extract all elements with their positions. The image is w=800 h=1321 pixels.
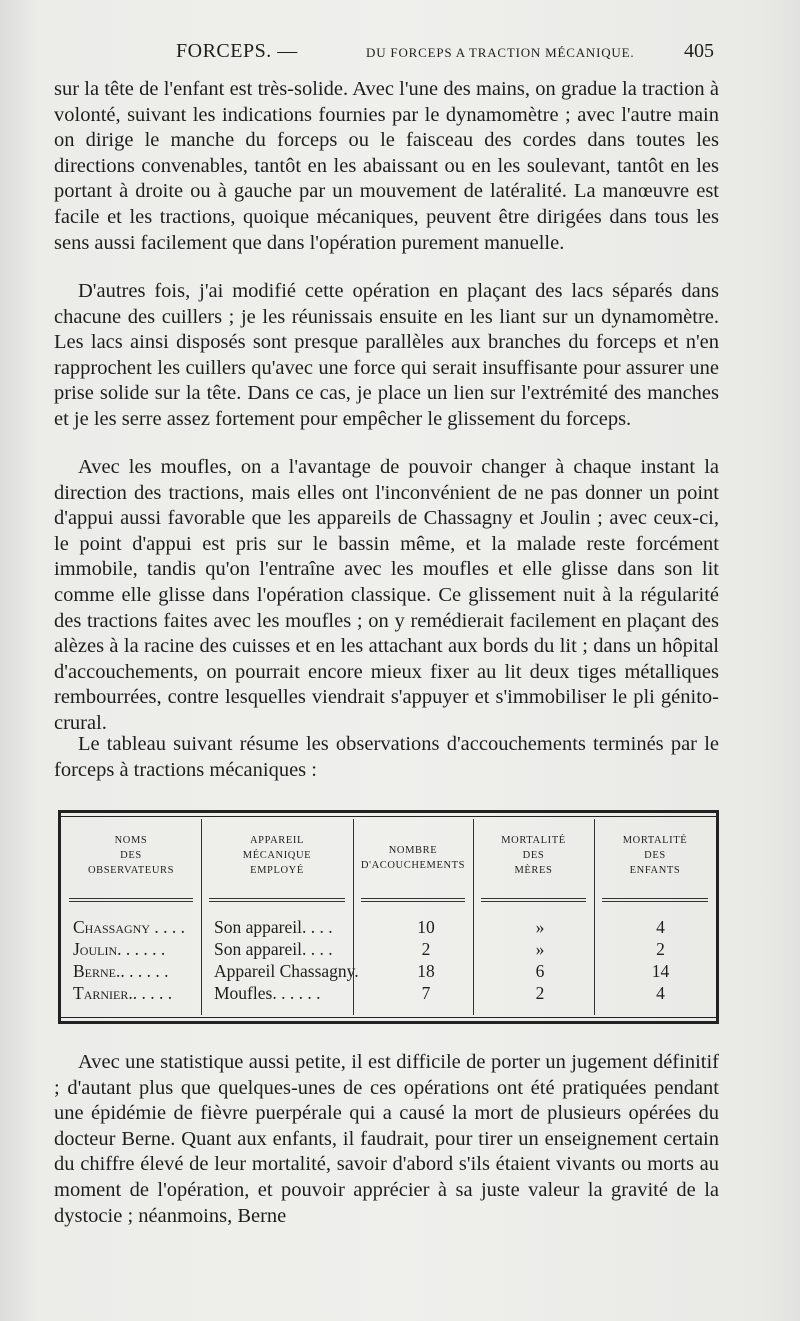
header-nombre — [353, 843, 473, 873]
cell-nombre: 10 — [417, 917, 435, 937]
paragraph-3: Avec les moufles, on a l'avantage de pouvoir changer à chaque instant la direction des tractions, mais elles ont l'inconvénient de ne pas donner un point d'appui aussi favorable que les appareils de Chassagny et Joulin ; avec ceux-ci, le point d'appui est pris sur le bassin même, et la malade reste forcément immobile, tandis qu'on l'entraîne avec les moufles et elle glisse dans son lit comme elle glisse dans l'opération classique. Ce glissement nuit à la régularité des tractions faites avec les moufles ; on y remédierait facilement en plaçant des alèzes à la racine des cuisses et en les attachant aux bords du lit ; dans un hôpital d'accouchements, on pourrait encore mieux fixer au lit deux tiges métalliques rembourrées, contre lesquelles viendrait s'appuyer et s'immobiliser le pli génito-crural. — [54, 456, 719, 734]
page-number: 405 — [684, 40, 714, 62]
header-mortalite-meres — [473, 833, 594, 878]
header-line: D'ACOUCHEMENTS — [360, 860, 466, 871]
cell-nombre: 18 — [417, 961, 435, 981]
header-rule — [361, 898, 465, 902]
table-inner-top-rule — [61, 816, 716, 817]
header-observateurs — [61, 833, 201, 878]
observations-table — [58, 810, 719, 1024]
table-row — [61, 939, 716, 961]
header-line: MÉCANIQUE — [242, 850, 312, 861]
header-line: DES — [644, 850, 666, 861]
cell-enfants: 14 — [651, 961, 670, 981]
cell-enfants: 2 — [656, 939, 665, 959]
table-inner-bottom-rule — [61, 1017, 716, 1018]
header-mortalite-enfants — [594, 833, 716, 878]
header-line: DES — [522, 850, 545, 861]
cell-appareil: Son appareil. . . . — [214, 917, 333, 937]
header-rule — [69, 898, 193, 902]
header-subtitle: DU FORCEPS A TRACTION MÉCANIQUE. — [366, 45, 635, 60]
header-rule — [209, 898, 345, 902]
header-line: DES — [120, 850, 142, 861]
table-row — [61, 983, 716, 1005]
cell-observateur: Joulin. . . . . . — [73, 939, 166, 959]
cell-meres: » — [535, 917, 545, 937]
cell-meres: » — [535, 939, 545, 959]
header-rule — [602, 898, 708, 902]
header-line: OBSERVATEURS — [87, 865, 175, 876]
header-line: NOMBRE — [388, 845, 438, 856]
header-line: MORTALITÉ — [501, 835, 566, 846]
header-line: EMPLOYÉ — [250, 865, 304, 876]
header-rule — [481, 898, 586, 902]
header-line: MÈRES — [514, 865, 553, 876]
cell-meres: 2 — [535, 983, 545, 1003]
cell-enfants: 4 — [656, 983, 665, 1003]
cell-appareil: Appareil Chassagny. — [214, 961, 359, 981]
cell-enfants: 4 — [656, 917, 665, 937]
cell-nombre: 7 — [421, 983, 431, 1003]
paragraph-2: D'autres fois, j'ai modifié cette opération en plaçant des lacs séparés dans chacune des cuillers ; je les réunissais ensuite en les liant sur un dynamomètre. Les lacs ainsi disposés sont presque parallèles aux branches du forceps et n'en rapprochent les cuillers qu'avec une force qui serait insuffisante pour assurer une prise solide sur la tête. Dans ce cas, je place un lien sur l'extrémité des manches et je les serre assez fortement pour empêcher le glissement du forceps. — [54, 280, 719, 430]
cell-meres: 6 — [535, 961, 545, 981]
cell-observateur: Berne.. . . . . . — [73, 961, 169, 981]
header-line: NOMS — [114, 835, 148, 846]
cell-appareil: Moufles. . . . . . — [214, 983, 321, 1003]
table-row — [61, 961, 716, 983]
cell-observateur: Tarnier.. . . . . — [73, 983, 173, 1003]
paragraph-1: sur la tête de l'enfant est très-solide. Avec l'une des mains, on gradue la traction à volonté, suivant les indications fournies par le dynamomètre ; avec l'autre main on dirige le manche du forceps ou le faisceau des cordes dans toutes les directions convenables, tantôt en les abaissant ou en les soulevant, tantôt en les portant à droite ou à gauche par un mouvement de latéralité. La manœuvre est facile et les tractions, quoique mécaniques, peuvent être dirigées dans tous les sens aussi facilement que dans l'opération purement manuelle. — [54, 78, 719, 254]
header-appareil — [201, 833, 353, 878]
paragraph-4: Le tableau suivant résume les observations d'accouchements terminés par le forceps à tractions mécaniques : — [54, 733, 719, 781]
cell-nombre: 2 — [421, 939, 431, 959]
table-row — [61, 917, 716, 939]
paragraph-5: Avec une statistique aussi petite, il est difficile de porter un jugement définitif ; d'autant plus que quelques-unes de ces opérations ont été pratiquées pendant une épidémie de fièvre puerpérale qui a causé la mort de plusieurs opérées du docteur Berne. Quant aux enfants, il faudrait, pour tirer un enseignement certain du chiffre élevé de leur mortalité, savoir d'abord s'ils étaient vivants ou morts au moment de l'opération, et pouvoir apprécier à sa juste valeur la gravité de la dystocie ; néanmoins, Berne — [54, 1051, 719, 1227]
header-line: MORTALITÉ — [622, 835, 688, 846]
header-line: ENFANTS — [629, 865, 681, 876]
running-header — [56, 38, 716, 68]
header-title: FORCEPS. — — [176, 40, 298, 62]
header-line: APPAREIL — [249, 835, 304, 846]
cell-observateur: Chassagny . . . . — [73, 917, 186, 937]
cell-appareil: Son appareil. . . . — [214, 939, 333, 959]
